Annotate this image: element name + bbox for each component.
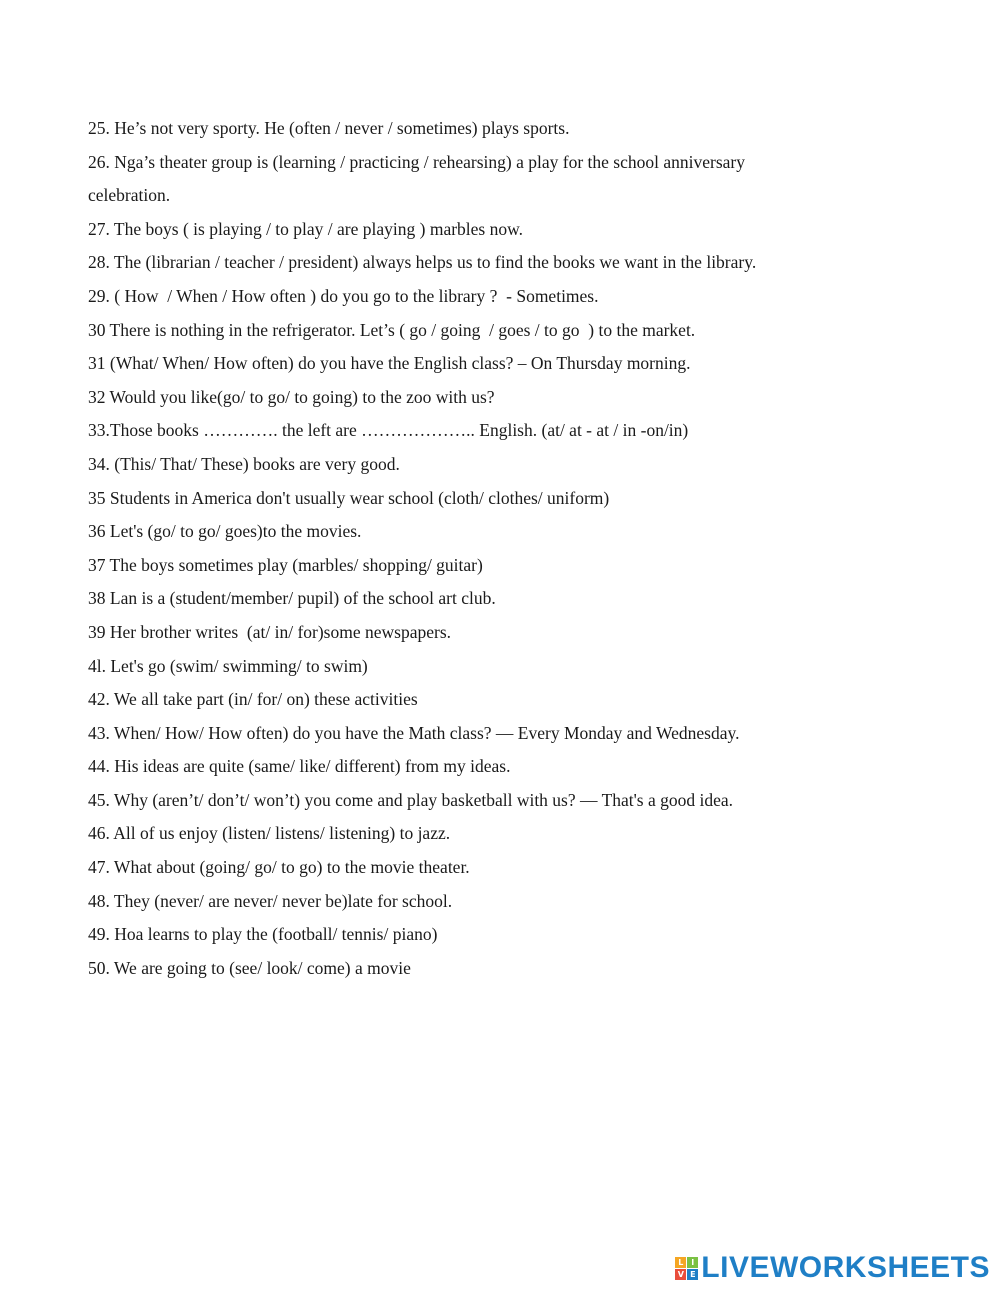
question-line: 49. Hoa learns to play the (football/ tennis/ piano) (88, 924, 438, 945)
question-line: 47. What about (going/ go/ to go) to the movie theater. (88, 857, 470, 878)
question-line: 31 (What/ When/ How often) do you have the English class? – On Thursday morning. (88, 353, 691, 374)
question-line: 37 The boys sometimes play (marbles/ shopping/ guitar) (88, 554, 483, 575)
question-line: 27. The boys ( is playing / to play / are playing ) marbles now. (88, 218, 523, 239)
question-list (88, 112, 848, 985)
liveworksheets-wordmark: LIVEWORKSHEETS (701, 1251, 990, 1284)
logo-square-v: V (675, 1269, 686, 1280)
question-line: 28. The (librarian / teacher / president) always helps us to find the books we want in the library. (88, 252, 757, 273)
question-line: 45. Why (aren’t/ don’t/ won’t) you come and play basketball with us? — That's a good idea. (88, 789, 734, 810)
liveworksheets-icon (675, 1257, 698, 1280)
question-line: 25. He’s not very sporty. He (often / never / sometimes) plays sports. (88, 118, 570, 138)
question-line: 33.Those books …………. the left are ……………….. English. (at/ at - at / in -on/in) (88, 420, 689, 441)
question-line: 4l. Let's go (swim/ swimming/ to swim) (88, 655, 368, 676)
question-line: 48. They (never/ are never/ never be)late for school. (88, 890, 453, 911)
question-line: 30 There is nothing in the refrigerator. Let’s ( go / going / goes / to go ) to the market. (88, 319, 696, 340)
question-line: 42. We all take part (in/ for/ on) these activities (88, 689, 418, 710)
logo-square-e: E (687, 1269, 698, 1280)
question-line: 38 Lan is a (student/member/ pupil) of the school art club. (88, 588, 496, 609)
question-line: 43. When/ How/ How often) do you have the Math class? — Every Monday and Wednesday. (88, 722, 740, 743)
question-line: 50. We are going to (see/ look/ come) a movie (88, 957, 411, 978)
question-line: 35 Students in America don't usually wear school (cloth/ clothes/ uniform) (88, 487, 610, 508)
question-line: 46. All of us enjoy (listen/ listens/ listening) to jazz. (88, 823, 451, 844)
question-line: 32 Would you like(go/ to go/ to going) to the zoo with us? (88, 386, 495, 407)
liveworksheets-logo[interactable] (675, 1253, 990, 1283)
question-line: 26. Nga’s theater group is (learning / practicing / rehearsing) a play for the school anniversary (88, 151, 745, 172)
question-line: 36 Let's (go/ to go/ goes)to the movies. (88, 521, 362, 542)
question-line: 39 Her brother writes (at/ in/ for)some newspapers. (88, 621, 452, 642)
question-line: 29. ( How / When / How often ) do you go to the library ? - Sometimes. (88, 285, 599, 306)
question-line: 34. (This/ That/ These) books are very good. (88, 453, 400, 474)
question-line: celebration. (88, 185, 171, 206)
logo-square-l: L (675, 1257, 686, 1268)
logo-square-i: I (687, 1257, 698, 1268)
question-line: 44. His ideas are quite (same/ like/ different) from my ideas. (88, 756, 511, 777)
